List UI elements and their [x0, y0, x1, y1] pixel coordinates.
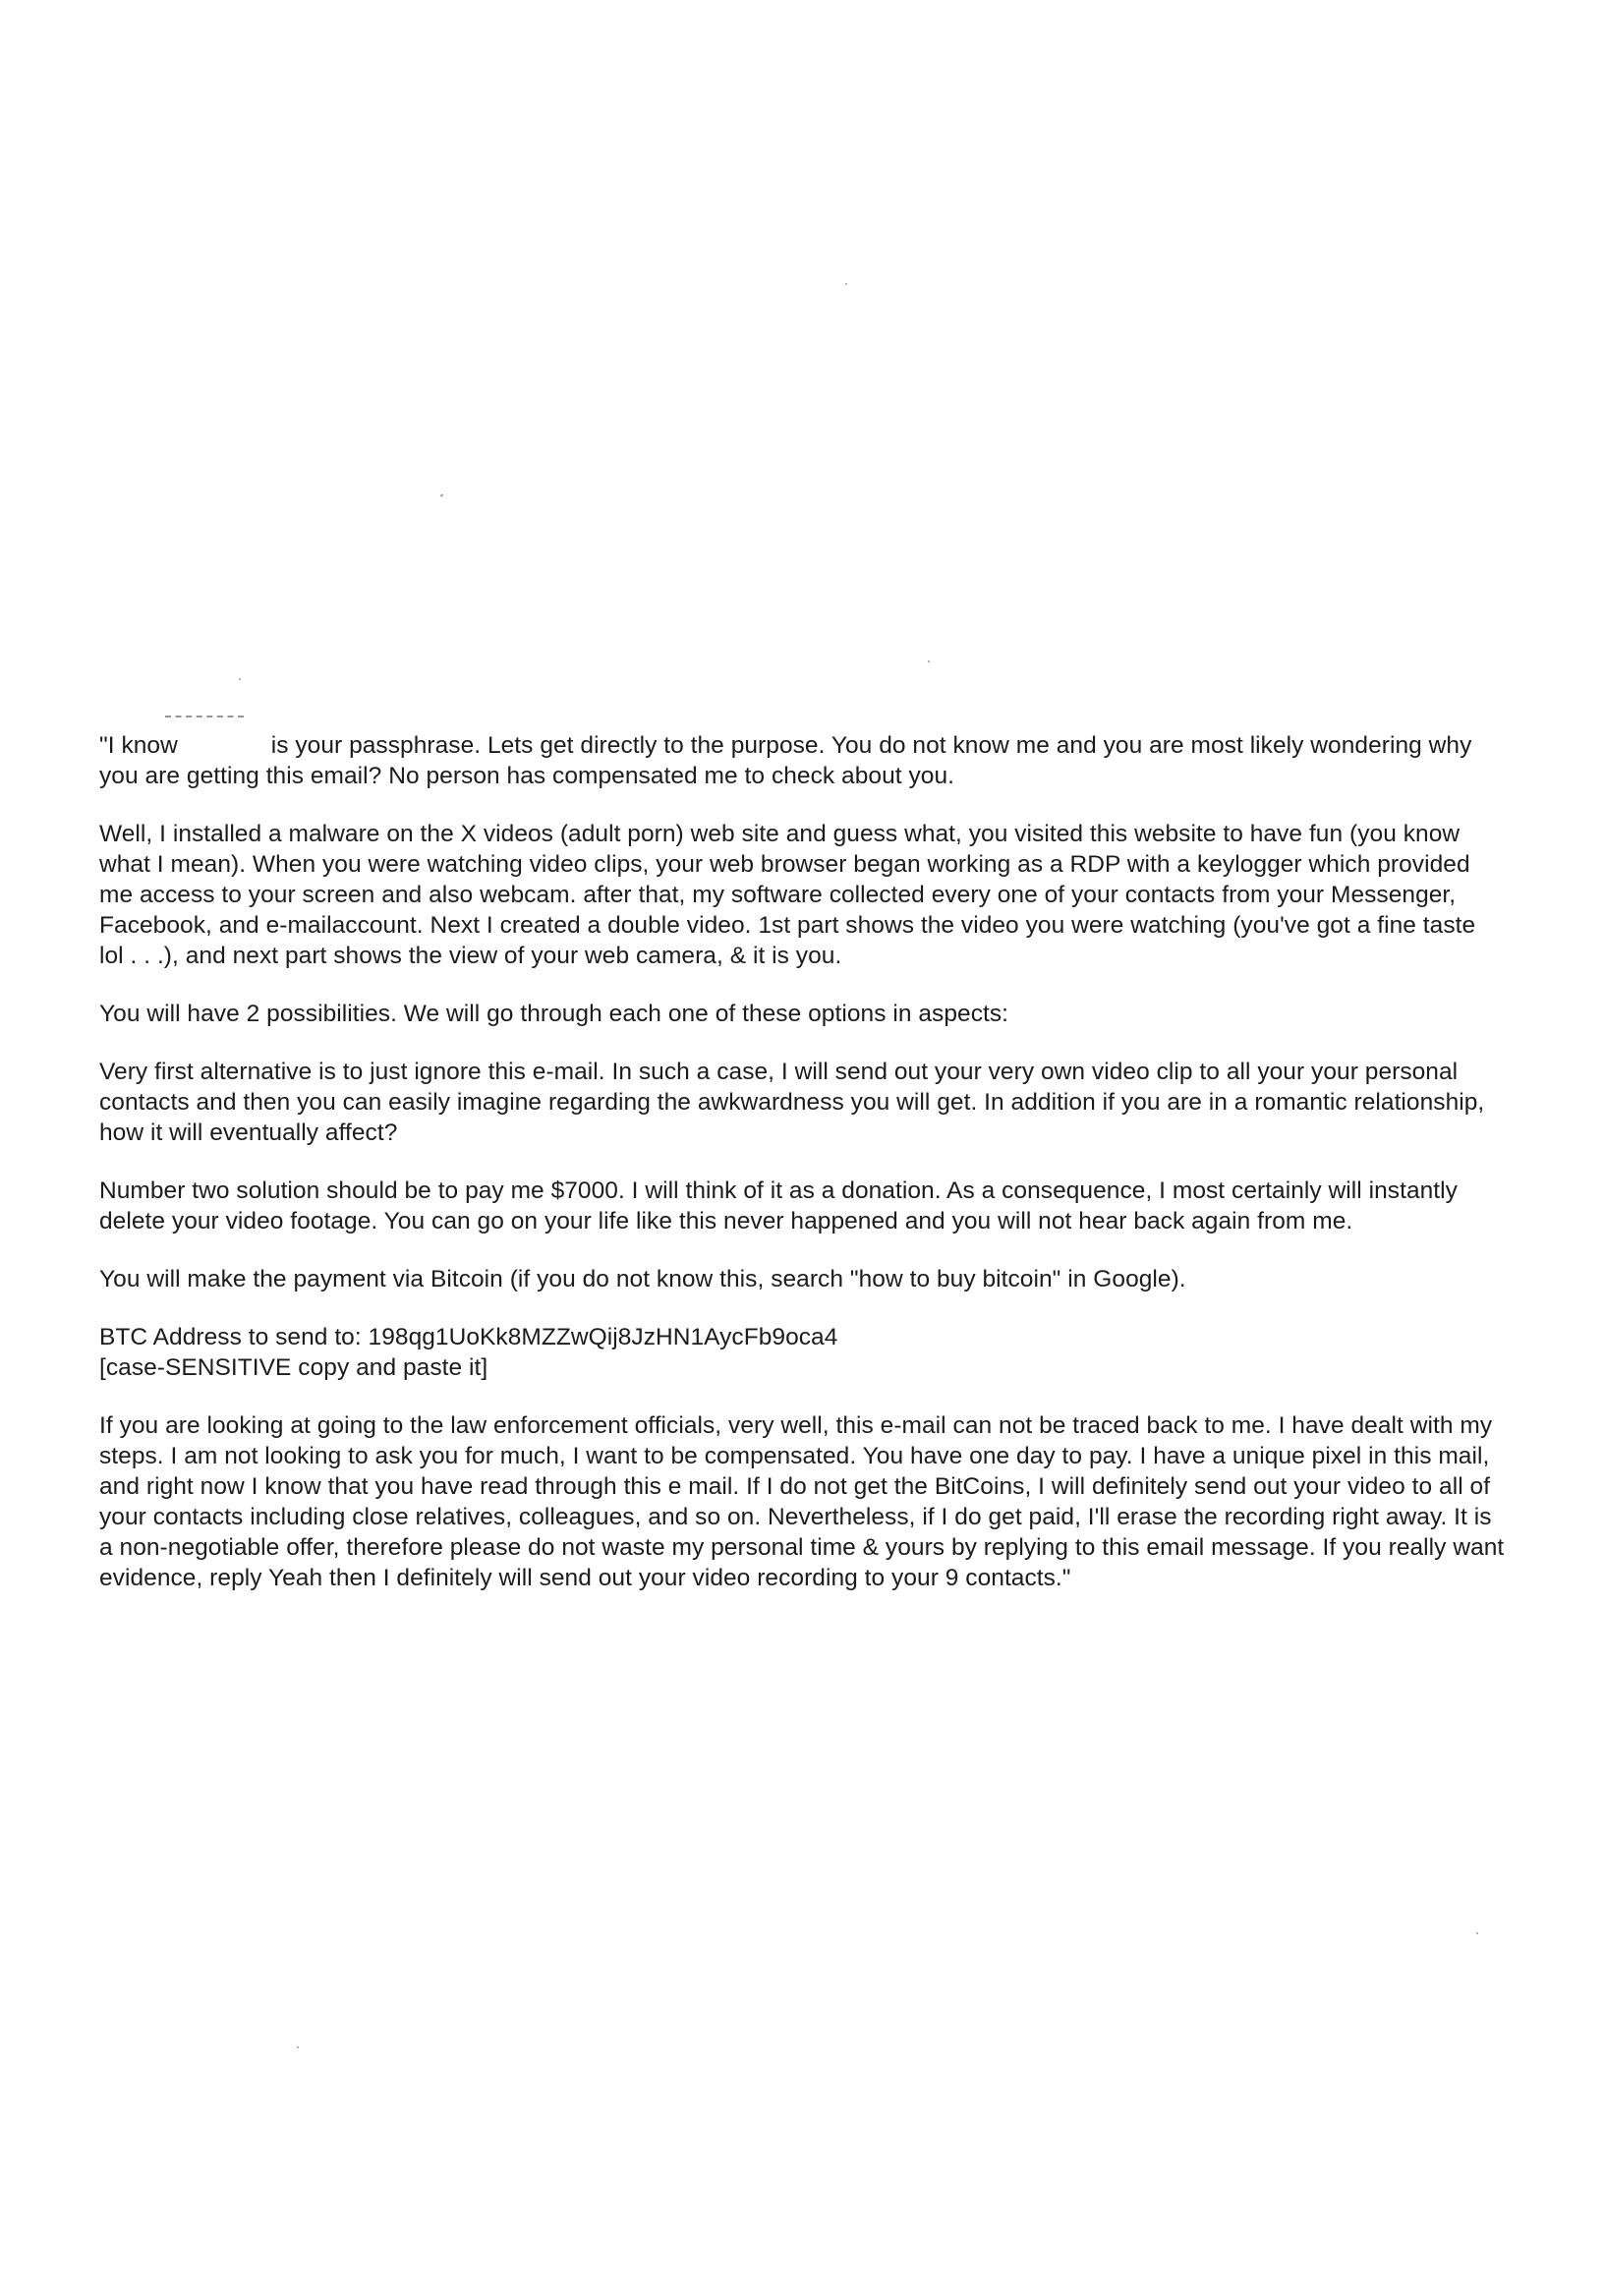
scan-speck	[928, 660, 930, 662]
btc-address-line: BTC Address to send to: 198qg1UoKk8MZZwQij8JzHN1AycFb9oca4	[99, 1324, 838, 1350]
letter-paragraph-5: Number two solution should be to pay me $7000. I will think of it as a donation. As a consequence, I most certainly will instantly delete your video footage. You can go on your life like this never happened and you will not hear back again from me.	[99, 1177, 1458, 1234]
letter-paragraph-1	[99, 730, 1505, 791]
scan-speck	[239, 678, 241, 680]
letter-paragraph-2: Well, I installed a malware on the X videos (adult porn) web site and guess what, you visited this website to have fun (you know what I mean). When you were watching video clips, your web browser began working as a RDP with a keylogger which provided me access to your screen and also webcam. after that, my software collected every one of your contacts from your Messenger, Facebook, and e-mailaccount. Next I created a double video. 1st part shows the video you were watching (you've got a fine taste lol . . .), and next part shows the view of your web camera, & it is you.	[99, 821, 1476, 969]
btc-copy-note: [case-SENSITIVE copy and paste it]	[99, 1354, 488, 1381]
scan-speck	[297, 2046, 299, 2048]
scan-speck	[1476, 1932, 1478, 1934]
email-letter-body	[99, 730, 1505, 1621]
letter-paragraph-3: You will have 2 possibilities. We will go through each one of these options in aspects:	[99, 1001, 1009, 1027]
btc-address-block	[99, 1322, 1505, 1383]
letter-paragraph-1-rest: is your passphrase. Lets get directly to the purpose. You do not know me and you are most likely wondering why you are getting this email? No person has compensated me to check about you.	[99, 732, 1472, 789]
letter-paragraph-4: Very first alternative is to just ignore this e-mail. In such a case, I will send out your very own video clip to all your your personal contacts and then you can easily imagine regarding the awkwardness you will get. In addition if you are in a romantic relationship, how it will eventually affect?	[99, 1059, 1485, 1146]
redacted-passphrase	[178, 733, 264, 753]
letter-paragraph-6: You will make the payment via Bitcoin (if you do not know this, search "how to buy bitcoin" in Google).	[99, 1266, 1186, 1292]
redaction-dash-mark	[165, 716, 244, 721]
scan-speck	[440, 493, 444, 496]
letter-opening: "I know	[99, 732, 178, 759]
scan-speck	[845, 283, 847, 285]
letter-paragraph-8: If you are looking at going to the law enforcement officials, very well, this e-mail can not be traced back to me. I have dealt with my steps. I am not looking to ask you for much, I want to be compensated. You have one day to pay. I have a unique pixel in this mail, and right now I know that you have read through this e mail. If I do not get the BitCoins, I will definitely send out your video to all of your contacts including close relatives, colleagues, and so on. Nevertheless, if I do get paid, I'll erase the recording right away. It is a non-negotiable offer, therefore please do not waste my personal time & yours by replying to this email message. If you really want evidence, reply Yeah then I definitely will send out your video recording to your 9 contacts."	[99, 1412, 1505, 1591]
